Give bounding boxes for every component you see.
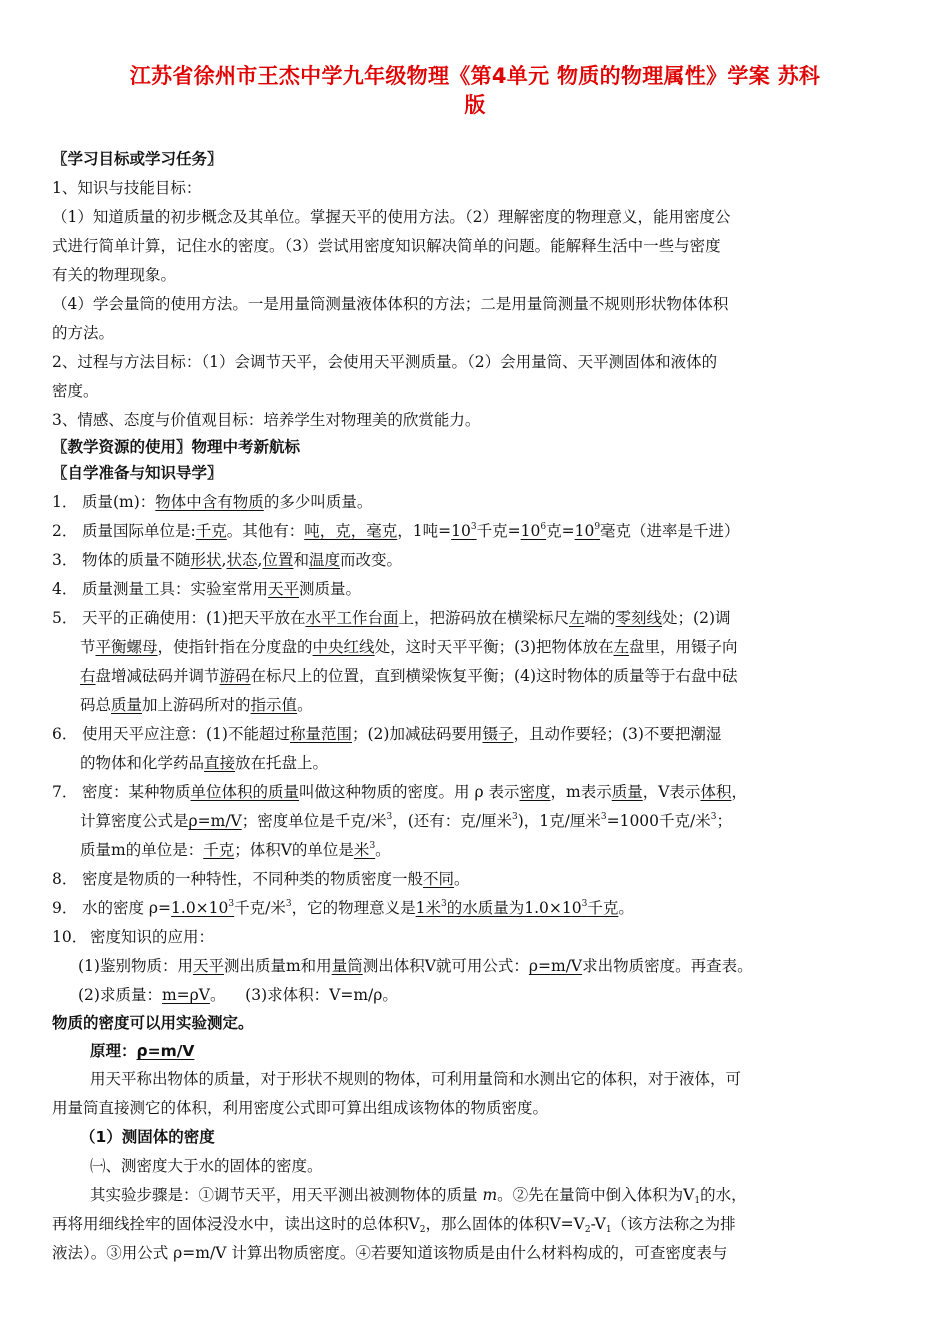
answer-fill: 直接: [204, 754, 236, 772]
superscript: 3: [441, 899, 447, 909]
text-fragment: 毫克（进率是千进）: [600, 522, 740, 540]
answer-fill: 游码: [219, 667, 251, 685]
answer-fill: 吨，克，毫克: [304, 522, 398, 540]
text-line: 用量筒直接测它的体积，利用密度公式即可算出组成该物体的物质密度。: [52, 1099, 549, 1117]
text-fragment: 千克: [587, 899, 619, 917]
title-line-2: 版: [464, 93, 486, 117]
superscript: 9: [594, 522, 601, 532]
subscript: 2: [584, 1225, 591, 1235]
text-fragment: 。: [375, 841, 391, 859]
text-fragment: 1米: [415, 899, 441, 917]
subscript: 1: [605, 1225, 612, 1235]
text-fragment: 节: [80, 638, 96, 656]
text-fragment: -V: [590, 1215, 606, 1233]
text-fragment: 。: [297, 696, 313, 714]
text-fragment: 米: [353, 841, 370, 859]
answer-fill: 量筒: [331, 957, 363, 975]
text-fragment: 物体的质量不随: [82, 551, 191, 569]
answer-fill: 天平: [192, 957, 224, 975]
list-item: [52, 781, 902, 803]
item-number: 8．: [52, 870, 78, 888]
text-line: 3、情感、态度与价值观目标：培养学生对物理美的欣赏能力。: [52, 411, 481, 429]
text-fragment: 千克=: [476, 522, 521, 540]
answer-fill: 物体中含有物质: [155, 493, 264, 511]
answer-fill: 密度: [519, 783, 551, 801]
text-fragment: ，且动作要轻；(3)不要把潮湿: [513, 725, 722, 743]
list-subitem: [78, 955, 908, 977]
text-fragment: ，: [731, 783, 747, 801]
text-fragment: ，(还有：克/厘米: [392, 812, 512, 830]
text-line: 密度。: [52, 382, 99, 400]
list-item: [52, 868, 902, 890]
answer-fill: 位置: [262, 551, 294, 569]
text-fragment: ；密度单位是千克/米: [241, 812, 387, 830]
text-fragment: 。其他有：: [226, 522, 305, 540]
answer-fill: 零刻线: [615, 609, 663, 627]
list-item-continuation: [52, 665, 930, 687]
answer-fill: 右: [80, 667, 96, 685]
principle-label: 原理：: [90, 1042, 137, 1060]
list-item: [52, 549, 902, 571]
subscript: 2: [419, 1225, 426, 1235]
text-fragment: 和: [293, 551, 309, 569]
text-fragment: ，使指针指在分度盘的: [157, 638, 313, 656]
text-line: [52, 1213, 902, 1235]
answer-fill: [171, 899, 234, 917]
text-fragment: 的水，: [700, 1186, 747, 1204]
text-fragment: 叫做这种物质的密度。用 ρ 表示: [299, 783, 520, 801]
text-fragment: 计算密度公式是: [80, 812, 189, 830]
text-fragment: 。: [454, 870, 470, 888]
list-item: [52, 926, 902, 948]
text-fragment: 密度：某种物质: [82, 783, 191, 801]
text-fragment: ,: [221, 551, 227, 569]
answer-fill: [354, 841, 375, 859]
text-fragment: 质量国际单位是:: [82, 522, 196, 540]
text-fragment: ，V表示: [642, 783, 701, 801]
answer-fill: 千克: [203, 841, 235, 859]
answer-fill: 体积: [700, 783, 732, 801]
text-fragment: 的多少叫质量。: [263, 493, 373, 511]
text-fragment: 质量测量工具：实验室常用: [82, 580, 269, 598]
text-fragment: 水的密度 ρ=: [82, 899, 172, 917]
text-fragment: 1.0×10: [171, 899, 229, 917]
text-fragment: 千克/米: [234, 899, 286, 917]
item-number: 9．: [52, 899, 78, 917]
answer-fill: 质量: [111, 696, 143, 714]
superscript: 3: [285, 899, 292, 909]
answer-fill: 质量: [611, 783, 643, 801]
text-fragment: ，1吨=: [397, 522, 452, 540]
text-fragment: 上，把游码放在横梁标尺: [398, 609, 569, 627]
superscript: 3: [710, 812, 717, 822]
list-item-continuation: [52, 839, 930, 861]
answer-fill: [416, 899, 619, 917]
text-fragment: 。 (3)求体积：V=m/ρ。: [209, 986, 398, 1004]
subscript: 1: [694, 1196, 701, 1206]
item-number: 2．: [52, 522, 78, 540]
answer-fill: 左: [613, 638, 630, 656]
text-line: 有关的物理现象。: [52, 266, 177, 284]
text-fragment: 10: [574, 522, 595, 540]
text-fragment: 的物体和化学药品: [80, 754, 205, 772]
list-item: [52, 578, 902, 600]
text-fragment: 在标尺上的位置，直到横梁恢复平衡；(4)这时物体的质量等于右盘中砝: [250, 667, 738, 685]
text-fragment: 克=: [546, 522, 575, 540]
text-fragment: 放在托盘上。: [235, 754, 329, 772]
answer-fill: m=ρV: [161, 986, 210, 1004]
text-fragment: 测出体积V就可用公式：: [362, 957, 529, 975]
text-fragment: 10: [520, 522, 541, 540]
text-line: （1）知道质量的初步概念及其单位。掌握天平的使用方法。（2）理解密度的物理意义，能用密度公: [52, 208, 731, 226]
text-fragment: 密度是物质的一种特性，不同种类的物质密度一般: [82, 870, 424, 888]
section-heading-experiment: 物质的密度可以用实验测定。: [52, 1014, 254, 1032]
answer-fill: 称量范围: [289, 725, 352, 743]
text-fragment: 码总: [80, 696, 112, 714]
text-fragment: 处；(2)调: [662, 609, 731, 627]
answer-fill: 左: [569, 609, 585, 627]
text-fragment: 。: [618, 899, 634, 917]
list-subitem: [78, 984, 908, 1006]
list-item-continuation: [52, 694, 930, 716]
text-fragment: 加上游码所对的: [142, 696, 251, 714]
list-item-continuation: [52, 810, 930, 832]
superscript: 3: [386, 812, 393, 822]
text-line: 用天平称出物体的质量，对于形状不规则的物体，可利用量筒和水测出它的体积，对于液体，可: [90, 1070, 742, 1088]
text-fragment: 质量m的单位是：: [80, 841, 204, 859]
text-fragment: ；体积V的单位是: [234, 841, 354, 859]
text-line: 式进行简单计算，记住水的密度。（3）尝试用密度知识解决简单的问题。能解释生活中一些与密度: [52, 237, 721, 255]
text-fragment: ，它的物理意义是: [291, 899, 416, 917]
text-fragment: 质量(m)：: [82, 493, 156, 511]
superscript: 3: [511, 812, 518, 822]
text-fragment: )，1克/厘米: [517, 812, 601, 830]
principle-formula: ρ=m/V: [136, 1042, 195, 1060]
answer-fill: 千克: [195, 522, 227, 540]
text-fragment: 盘增减砝码并调节: [95, 667, 220, 685]
text-fragment: 处，这时天平平衡；(3)把物体放在: [374, 638, 614, 656]
text-fragment: (2)求质量：: [78, 986, 162, 1004]
superscript: 3: [600, 812, 607, 822]
answer-fill: [521, 522, 546, 540]
text-fragment: 密度知识的应用：: [90, 928, 215, 946]
answer-fill: 中央红线: [312, 638, 375, 656]
list-item: [52, 607, 902, 629]
list-item: [52, 491, 902, 513]
superscript: 3: [369, 841, 376, 851]
superscript: 3: [470, 522, 477, 532]
item-number: 3．: [52, 551, 78, 569]
section-heading-resources: 〖教学资源的使用〗物理中考新航标: [52, 438, 301, 456]
text-fragment: =1000千克/米: [606, 812, 711, 830]
text-line: 的方法。: [52, 324, 115, 342]
section-heading-objectives: 〖学习目标或学习任务〗: [52, 150, 223, 168]
text-fragment: 测出质量m和用: [223, 957, 332, 975]
item-number: 6．: [52, 725, 78, 743]
text-fragment: 天平的正确使用：(1)把天平放在: [82, 609, 306, 627]
text-fragment: 其实验步骤是：①调节天平，用天平测出被测物体的质量: [90, 1186, 483, 1204]
text-fragment: 而改变。: [339, 551, 402, 569]
title-line-1: 江苏省徐州市王杰中学九年级物理《第4单元 物质的物理属性》学案 苏科: [129, 64, 821, 88]
list-item-continuation: [52, 636, 930, 658]
list-item: [52, 723, 902, 745]
text-fragment: ，m表示: [550, 783, 612, 801]
answer-fill: 温度: [308, 551, 340, 569]
section-heading-selfstudy: 〖自学准备与知识导学〗: [52, 464, 223, 482]
text-fragment: 端的: [584, 609, 616, 627]
text-fragment: 求出物质密度。再查表。: [582, 957, 753, 975]
superscript: 3: [581, 899, 588, 909]
text-fragment: 测质量。: [299, 580, 362, 598]
italic-var: m: [482, 1186, 498, 1204]
text-fragment: 使用天平应注意：(1)不能超过: [82, 725, 290, 743]
answer-fill: [575, 522, 600, 540]
superscript: 3: [228, 899, 235, 909]
text-line: ㈠、测密度大于水的固体的密度。: [90, 1157, 323, 1175]
text-line: 液法）。③用公式 ρ=m/V 计算出物质密度。④若要知道该物质是由什么材料构成的，可查密度表与: [52, 1244, 728, 1262]
item-number: 7．: [52, 783, 78, 801]
text-fragment: （该方法称之为排: [611, 1215, 736, 1233]
text-fragment: ,: [257, 551, 263, 569]
text-fragment: 盘里，用镊子向: [629, 638, 738, 656]
text-fragment: ；: [716, 812, 732, 830]
answer-fill: 状态: [226, 551, 258, 569]
answer-fill: 平衡螺母: [95, 638, 158, 656]
answer-fill: ρ=m/V: [188, 812, 242, 830]
subsection-heading-solid: （1）测固体的密度: [80, 1128, 215, 1146]
text-fragment: 10: [451, 522, 471, 540]
answer-fill: 水平工作台面: [305, 609, 399, 627]
document-title: [40, 62, 910, 120]
superscript: 6: [540, 522, 547, 532]
principle-line: [90, 1040, 910, 1062]
answer-fill: ρ=m/V: [528, 957, 583, 975]
answer-fill: 形状: [190, 551, 222, 569]
item-number: 10．: [52, 928, 88, 946]
text-fragment: 再将用细线拴牢的固体浸没水中，读出这时的总体积V: [52, 1215, 420, 1233]
answer-fill: [451, 522, 476, 540]
text-fragment: ；(2)加减砝码要用: [351, 725, 483, 743]
answer-fill: 不同: [423, 870, 455, 888]
item-number: 4．: [52, 580, 78, 598]
text-line: 2、过程与方法目标：（1）会调节天平，会使用天平测质量。（2）会用量筒、天平测固体和液体的: [52, 353, 718, 371]
text-fragment: 。②先在量筒中倒入体积为V: [497, 1186, 695, 1204]
item-number: 5．: [52, 609, 78, 627]
item-number: 1．: [52, 493, 78, 511]
answer-fill: 单位体积的质量: [190, 783, 300, 801]
text-line: 1、知识与技能目标：: [52, 179, 202, 197]
text-line: [90, 1184, 902, 1206]
list-item-continuation: [52, 752, 930, 774]
list-item: [52, 520, 902, 542]
answer-fill: 天平: [268, 580, 300, 598]
answer-fill: 镊子: [482, 725, 514, 743]
text-fragment: (1)鉴别物质：用: [78, 957, 193, 975]
text-fragment: ，那么固体的体积V=V: [425, 1215, 585, 1233]
text-fragment: 的水质量为1.0×10: [446, 899, 582, 917]
text-line: （4）学会量筒的使用方法。一是用量筒测量液体体积的方法；二是用量筒测量不规则形状物体体积: [52, 295, 729, 313]
answer-fill: 指示值: [250, 696, 298, 714]
list-item: [52, 897, 902, 919]
